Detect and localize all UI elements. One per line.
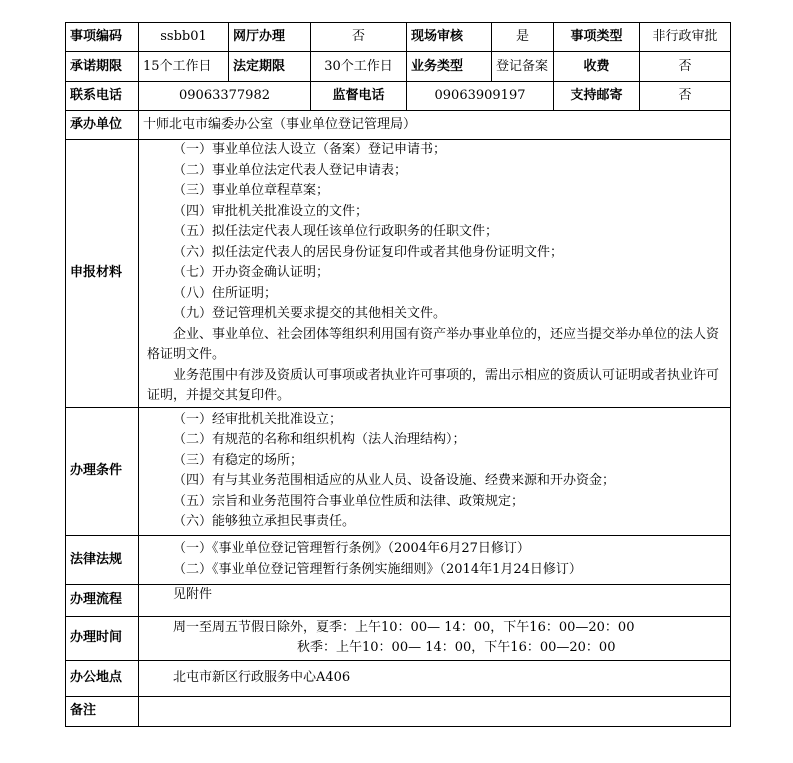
phone-label: 联系电话: [66, 82, 139, 111]
time-summer: 周一至周五节假日除外，夏季：上午10：00— 14：00，下午16：00—20：00: [173, 619, 635, 635]
item-type-value: 非行政审批: [640, 23, 731, 52]
row-materials: [66, 140, 731, 408]
mail-value: 否: [640, 82, 731, 111]
row-place: [66, 660, 731, 696]
biz-type-label: 业务类型: [407, 52, 492, 82]
hall-value: 否: [311, 23, 407, 52]
condition-item: （五）宗旨和业务范围符合事业单位性质和法律、政策规定；: [173, 493, 525, 509]
process-value[interactable]: 见附件: [173, 586, 213, 602]
hall-label: 网厅办理: [229, 23, 311, 52]
fee-value: 否: [640, 52, 731, 82]
time-content: [139, 616, 731, 660]
process-content: [139, 584, 731, 616]
materials-label: 申报材料: [66, 140, 139, 408]
materials-item: （二）事业单位法定代表人登记申请表；: [173, 162, 408, 178]
law-item: （一）《事业单位登记管理暂行条例》（2004年6月27日修订）: [173, 541, 530, 556]
laws-content: [139, 535, 731, 584]
office-value: 十师北屯市编委办公室（事业单位登记管理局）: [139, 111, 731, 140]
promise-value: 15个工作日: [139, 52, 229, 82]
time-label: 办理时间: [66, 616, 139, 660]
service-item-table: [65, 22, 731, 727]
fee-label: 收费: [554, 52, 640, 82]
place-value: 北屯市新区行政服务中心A406: [173, 669, 351, 685]
office-label: 承办单位: [66, 111, 139, 140]
onsite-label: 现场审核: [407, 23, 492, 52]
phone-value: 09063377982: [139, 82, 311, 111]
materials-item: （九）登记管理机关要求提交的其他相关文件。: [173, 306, 447, 321]
materials-content: [139, 140, 731, 408]
process-label: 办理流程: [66, 584, 139, 616]
remark-label: 备注: [66, 696, 139, 726]
laws-label: 法律法规: [66, 535, 139, 584]
onsite-value: 是: [492, 23, 554, 52]
mail-label: 支持邮寄: [554, 82, 640, 111]
condition-item: （一）经审批机关批准设立；: [173, 411, 343, 427]
supervise-label: 监督电话: [311, 82, 407, 111]
legal-label: 法定期限: [229, 52, 311, 82]
condition-item: （二）有规范的名称和组织机构（法人治理结构）；: [173, 432, 466, 447]
materials-item: （五）拟任法定代表人现任该单位行政职务的任职文件；: [173, 224, 499, 239]
condition-item: （六）能够独立承担民事责任。: [173, 514, 356, 529]
row-time: [66, 616, 731, 660]
materials-item: （三）事业单位章程草案；: [173, 183, 330, 198]
row-item-code: [66, 23, 731, 52]
place-label: 办公地点: [66, 660, 139, 696]
place-content: [139, 660, 731, 696]
materials-paragraph: 业务范围中有涉及资质认可事项或者执业许可事项的，需出示相应的资质认可证明或者执业许可证明，并提交其复印件。: [147, 367, 720, 403]
materials-item: （一）事业单位法人设立（备案）登记申请书；: [173, 142, 447, 157]
row-deadlines: [66, 52, 731, 82]
row-laws: [66, 535, 731, 584]
row-phones: [66, 82, 731, 111]
law-item: （二）《事业单位登记管理暂行条例实施细则》（2014年1月24日修订）: [173, 561, 582, 577]
supervise-value: 09063909197: [407, 82, 554, 111]
remark-value: [139, 696, 731, 726]
legal-value: 30个工作日: [311, 52, 407, 82]
row-office: [66, 111, 731, 140]
promise-label: 承诺期限: [66, 52, 139, 82]
conditions-content: [139, 407, 731, 535]
materials-item: （七）开办资金确认证明；: [173, 265, 330, 280]
row-conditions: [66, 407, 731, 535]
item-code-value: ssbb01: [139, 23, 229, 52]
materials-paragraph: 企业、事业单位、社会团体等组织利用国有资产举办事业单位的，还应当提交举办单位的法人资格证明文件。: [147, 326, 720, 362]
item-type-label: 事项类型: [554, 23, 640, 52]
condition-item: （三）有稳定的场所；: [173, 452, 304, 468]
item-code-label: 事项编码: [66, 23, 139, 52]
conditions-label: 办理条件: [66, 407, 139, 535]
biz-type-value: 登记备案: [492, 52, 554, 82]
materials-item: （四）审批机关批准设立的文件；: [173, 203, 369, 219]
time-autumn: 秋季：上午10：00— 14：00，下午16：00—20：00: [297, 640, 616, 655]
materials-item: （六）拟任法定代表人的居民身份证复印件或者其他身份证明文件；: [173, 244, 564, 260]
row-remark: [66, 696, 731, 726]
condition-item: （四）有与其业务范围相适应的从业人员、设备设施、经费来源和开办资金；: [173, 473, 616, 488]
materials-item: （八）住所证明；: [173, 285, 278, 301]
row-process: [66, 584, 731, 616]
